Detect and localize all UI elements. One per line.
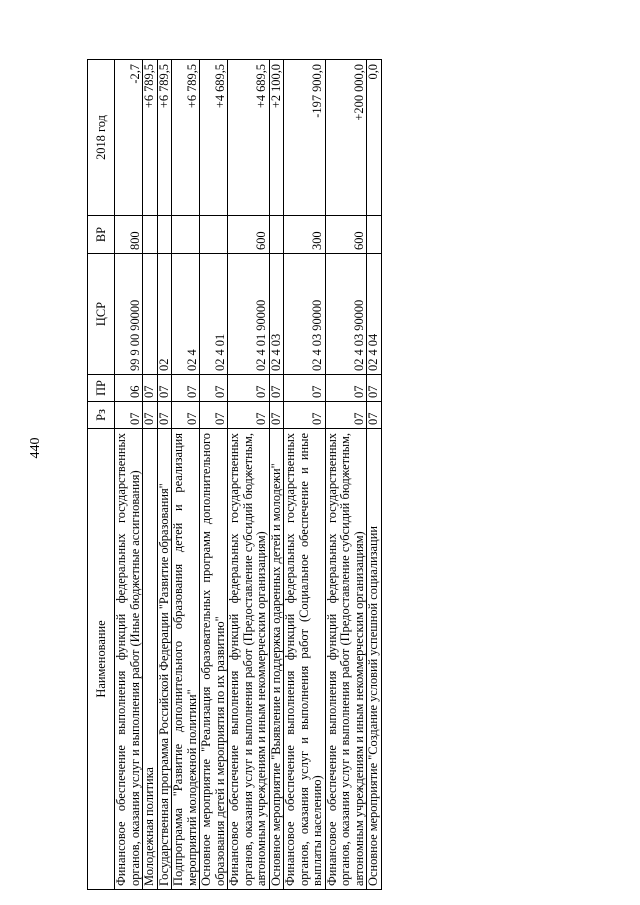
row-sum: +2 100,0: [269, 60, 284, 216]
row-csr: 02: [157, 254, 172, 375]
row-rz: 07: [200, 402, 228, 429]
row-vr: [172, 216, 200, 254]
row-csr: 02 4 03 90000: [325, 254, 367, 375]
row-rz: 07: [143, 402, 158, 429]
row-sum: +4 689,5: [228, 60, 270, 216]
table-row: [115, 60, 143, 890]
row-vr: 800: [115, 216, 143, 254]
rotated-page-content: [87, 60, 600, 890]
row-name: Основное мероприятие "Реализация образовательных программ дополнительного образования детей и мероприятия по их развитию": [200, 429, 228, 890]
header-csr: ЦСР: [88, 254, 115, 375]
budget-table: [87, 59, 382, 890]
table-row: [367, 60, 382, 890]
row-pr: 06: [115, 375, 143, 402]
row-pr: 07: [200, 375, 228, 402]
row-sum: -2,7: [115, 60, 143, 216]
table-header-row: [88, 60, 115, 890]
row-csr: 02 4 03: [269, 254, 284, 375]
table-row: [269, 60, 284, 890]
row-rz: 07: [325, 402, 367, 429]
table-row: [200, 60, 228, 890]
row-csr: 02 4 03 90000: [284, 254, 326, 375]
row-pr: 07: [269, 375, 284, 402]
row-name: Подпрограмма "Развитие дополнительного образования детей и реализация мероприятий молодежной политики": [172, 429, 200, 890]
row-name: Основное мероприятие "Создание условий успешной социализации: [367, 429, 382, 890]
table-row: [143, 60, 158, 890]
row-pr: 07: [143, 375, 158, 402]
row-sum: +200 000,0: [325, 60, 367, 216]
row-vr: [143, 216, 158, 254]
row-vr: [367, 216, 382, 254]
table-row: [172, 60, 200, 890]
row-sum: 0,0: [367, 60, 382, 216]
row-rz: 07: [157, 402, 172, 429]
row-csr: 02 4 01 90000: [228, 254, 270, 375]
row-name: Финансовое обеспечение выполнения функций федеральных государственных органов, оказания услуг и выполнения работ (Предоставление субсидий бюджетным, автономным учреждениям и иным некоммерческим организациям): [325, 429, 367, 890]
row-vr: [269, 216, 284, 254]
row-sum: +6 789,5: [143, 60, 158, 216]
row-sum: +4 689,5: [200, 60, 228, 216]
header-vr: ВР: [88, 216, 115, 254]
header-sum: 2018 год: [88, 60, 115, 216]
row-vr: [157, 216, 172, 254]
row-vr: 600: [325, 216, 367, 254]
row-name: Основное мероприятие "Выявление и поддержка одаренных детей и молодежи": [269, 429, 284, 890]
row-sum: +6 789,5: [157, 60, 172, 216]
row-vr: 600: [228, 216, 270, 254]
row-pr: 07: [172, 375, 200, 402]
row-name: Государственная программа Российской Федерации "Развитие образования": [157, 429, 172, 890]
row-rz: 07: [367, 402, 382, 429]
page-number: 440: [28, 437, 43, 459]
row-pr: 07: [157, 375, 172, 402]
row-sum: +6 789,5: [172, 60, 200, 216]
row-rz: 07: [228, 402, 270, 429]
row-rz: 07: [172, 402, 200, 429]
table-row: [325, 60, 367, 890]
row-csr: [143, 254, 158, 375]
row-vr: 300: [284, 216, 326, 254]
row-name: Молодежная политика: [143, 429, 158, 890]
row-csr: 02 4: [172, 254, 200, 375]
row-rz: 07: [284, 402, 326, 429]
row-pr: 07: [284, 375, 326, 402]
row-rz: 07: [269, 402, 284, 429]
row-csr: 02 4 04: [367, 254, 382, 375]
row-csr: 99 9 00 90000: [115, 254, 143, 375]
row-vr: [200, 216, 228, 254]
header-rz: Рз: [88, 402, 115, 429]
table-row: [228, 60, 270, 890]
row-name: Финансовое обеспечение выполнения функций федеральных государственных органов, оказания услуг и выполнения работ (Социальное обеспечение и иные выплаты населению): [284, 429, 326, 890]
row-csr: 02 4 01: [200, 254, 228, 375]
row-rz: 07: [115, 402, 143, 429]
table-row: [284, 60, 326, 890]
row-name: Финансовое обеспечение выполнения функций федеральных государственных органов, оказания услуг и выполнения работ (Иные бюджетные ассигнования): [115, 429, 143, 890]
header-name: Наименование: [88, 429, 115, 890]
row-pr: 07: [367, 375, 382, 402]
row-pr: 07: [228, 375, 270, 402]
header-pr: ПР: [88, 375, 115, 402]
row-pr: 07: [325, 375, 367, 402]
table-row: [157, 60, 172, 890]
row-name: Финансовое обеспечение выполнения функций федеральных государственных органов, оказания услуг и выполнения работ (Предоставление субсидий бюджетным, автономным учреждениям и иным некоммерческим организациям): [228, 429, 270, 890]
row-sum: -197 900,0: [284, 60, 326, 216]
